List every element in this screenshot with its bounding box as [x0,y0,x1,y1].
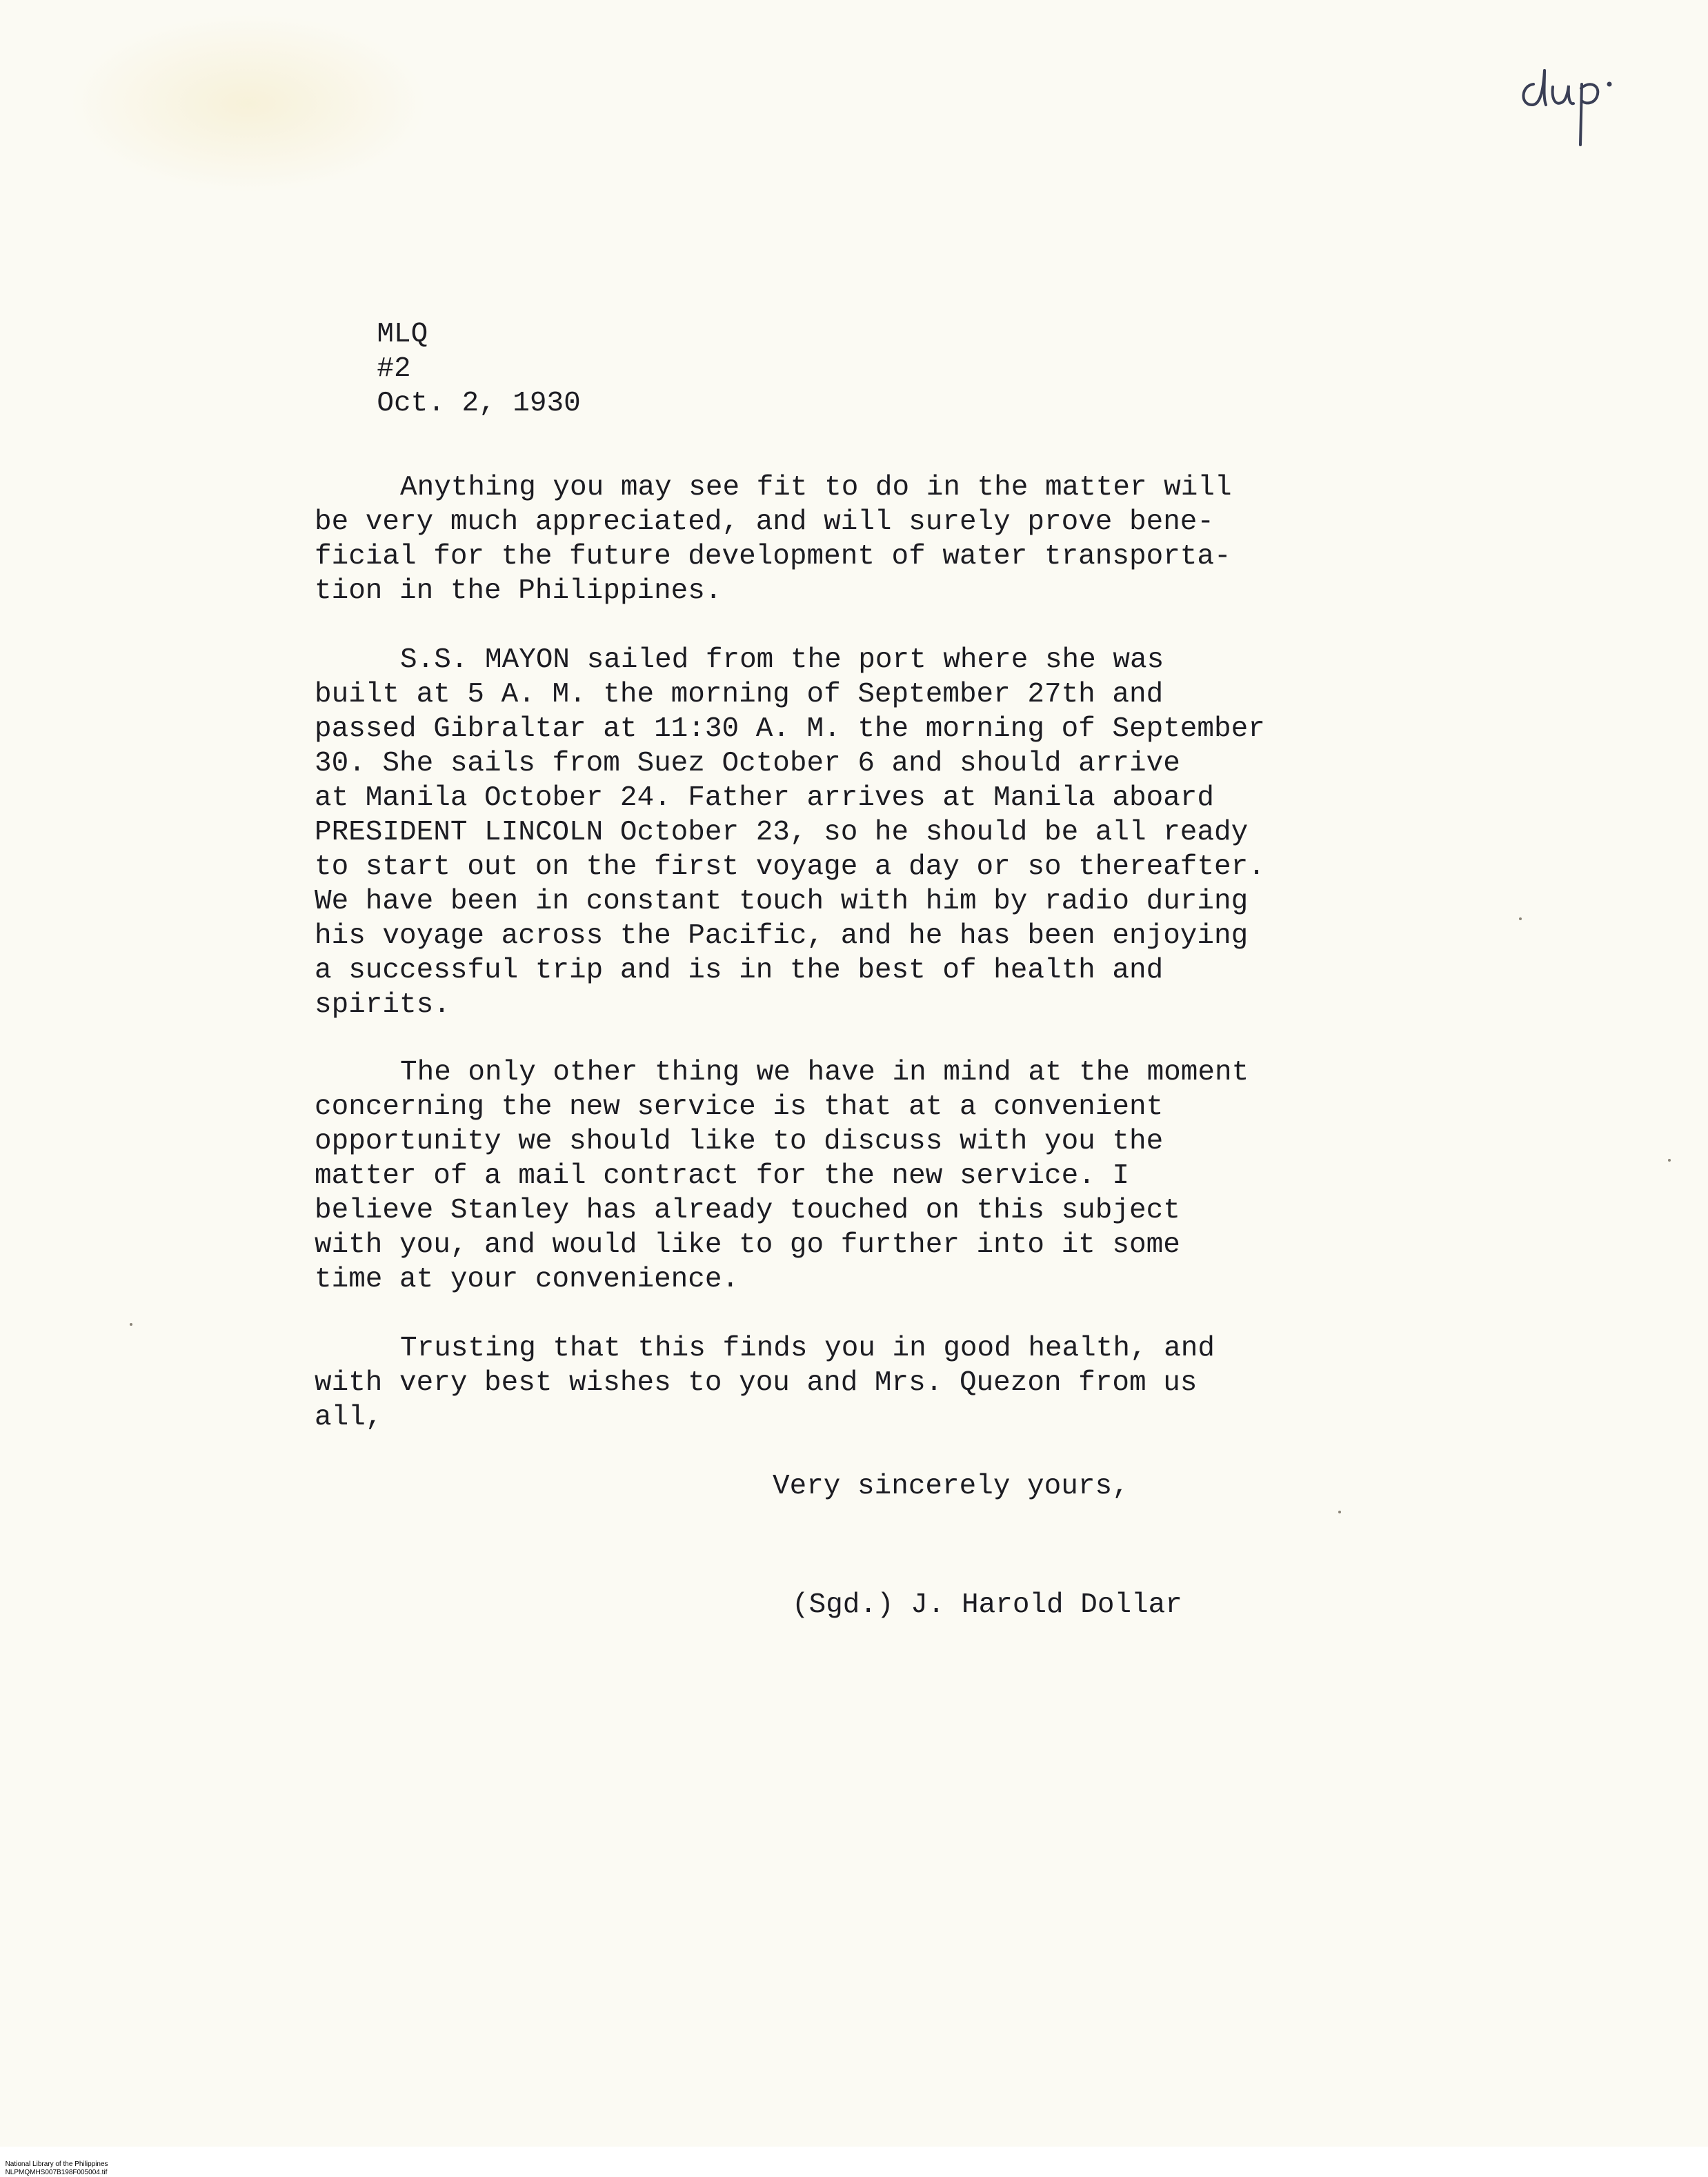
paragraph-line: Trusting that this finds you in good health, and [400,1333,1215,1364]
paragraph-line: with very best wishes to you and Mrs. Quezon from us [315,1367,1198,1399]
letter-header [309,283,596,455]
signature: (Sgd.) J. Harold Dollar [792,1589,1182,1621]
paper-speck [130,1323,132,1326]
paragraph-2 [315,643,1265,1022]
paragraph-line: Anything you may see fit to do in the matter will [400,472,1232,504]
paragraph-line: built at 5 A. M. the morning of September 27th and [315,679,1164,710]
paragraph-line: his voyage across the Pacific, and he has been enjoying [315,920,1249,952]
header-date: Oct. 2, 1930 [377,388,581,419]
paper-speck [1668,1159,1671,1162]
paragraph-line: be very much appreciated, and will surely prove bene- [315,506,1215,538]
paragraph-line: matter of a mail contract for the new service. I [315,1160,1129,1192]
paragraph-line: with you, and would like to go further into it some [315,1229,1180,1261]
paper-speck [1338,1511,1341,1513]
paragraph-line: a successful trip and is in the best of health and [315,955,1164,986]
scan-footer-text [1,2152,117,2177]
paragraph-4 [315,1331,1215,1435]
paragraph-line: PRESIDENT LINCOLN October 23, so he should be all ready [315,817,1249,848]
scan-footer [0,2147,1708,2167]
handwritten-dup-annotation [1514,57,1618,150]
paragraph-line: opportunity we should like to discuss with you the [315,1126,1164,1157]
paragraph-line: time at your convenience. [315,1264,739,1295]
paragraph-line: to start out on the first voyage a day or so thereafter. [315,851,1265,883]
dup-handwriting-icon [1514,57,1618,150]
paragraph-line: 30. She sails from Suez October 6 and should arrive [315,748,1180,779]
header-ref: MLQ [377,319,428,350]
paragraph-line: ficial for the future development of water transporta- [315,541,1231,573]
paragraph-line: We have been in constant touch with him by radio during [315,886,1249,917]
footer-institution: National Library of the Philippines [5,2160,108,2168]
paragraph-line: The only other thing we have in mind at the moment [400,1057,1249,1088]
header-number: #2 [377,353,411,385]
paragraph-3 [315,1055,1249,1297]
paragraph-line: believe Stanley has already touched on this subject [315,1195,1180,1226]
paragraph-line: concerning the new service is that at a convenient [315,1091,1164,1123]
paper-speck [1519,917,1522,920]
paragraph-line: spirits. [315,989,450,1021]
paragraph-line: S.S. MAYON sailed from the port where she was [400,644,1164,676]
paragraph-line: tion in the Philippines. [315,575,722,607]
footer-filename: NLPMQMHS007B198F005004.tif [5,2169,108,2176]
paper-stain [69,14,428,193]
closing: Very sincerely yours, [773,1471,1129,1502]
paragraph-line: at Manila October 24. Father arrives at Manila aboard [315,782,1215,814]
paragraph-1 [315,470,1232,608]
paragraph-line: passed Gibraltar at 11:30 A. M. the morning of September [315,713,1265,745]
paragraph-line: all, [315,1402,383,1433]
